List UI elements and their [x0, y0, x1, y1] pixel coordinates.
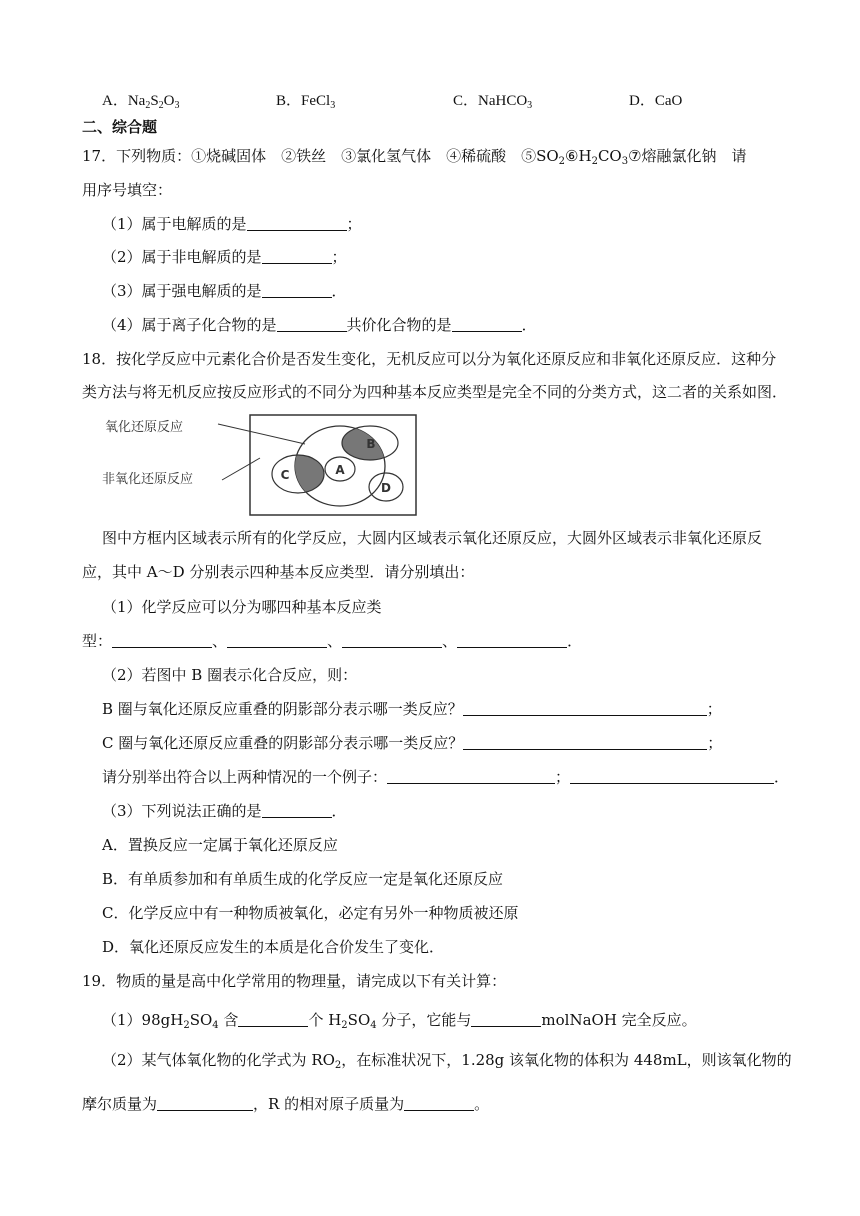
answer-blank[interactable] — [238, 1011, 308, 1027]
answer-blank[interactable] — [227, 632, 327, 648]
q18-option-a: A．置换反应一定属于氧化还原反应 — [102, 836, 338, 854]
option-c: C．NaHCO$_3$ — [453, 93, 533, 111]
answer-blank[interactable] — [262, 282, 332, 298]
q18-option-c: C．化学反应中有一种物质被氧化，必定有另外一种物质被还原 — [102, 904, 519, 922]
label-redox: 氧化还原反应 — [105, 420, 184, 435]
answer-blank[interactable] — [463, 700, 707, 716]
answer-blank[interactable] — [387, 768, 555, 784]
answer-blank[interactable] — [471, 1011, 541, 1027]
circle-a-label: A — [335, 463, 345, 477]
q18-desc-1: 图中方框内区域表示所有的化学反应，大圆内区域表示氧化还原反应，大圆外区域表示非氧化还原反 — [102, 529, 763, 547]
section-title: 二、综合题 — [82, 118, 158, 136]
answer-blank[interactable] — [570, 768, 774, 784]
q18-option-b: B．有单质参加和有单质生成的化学反应一定是氧化还原反应 — [102, 870, 504, 888]
answer-blank[interactable] — [157, 1095, 253, 1111]
q19-part-2: （2）某气体氧化物的化学式为 $RO_2$，在标准状况下，1.28g 该氧化物的体积为 448mL，则该氧化物的 — [102, 1051, 792, 1071]
answer-blank[interactable] — [452, 316, 522, 332]
label-nonredox: 非氧化还原反应 — [102, 472, 194, 487]
q17-part-1: （1）属于电解质的是 ； — [102, 215, 362, 233]
answer-blank[interactable] — [342, 632, 442, 648]
q18-part-2-b: B 圈与氧化还原反应重叠的阴影部分表示哪一类反应？ ； — [102, 700, 722, 718]
q17-part-2: （2）属于非电解质的是 ； — [102, 248, 347, 266]
answer-blank[interactable] — [262, 802, 332, 818]
circle-d-label: D — [381, 481, 391, 495]
circle-b-label: B — [366, 437, 376, 451]
q19-part-1: $(1)98gH_2SO_4$ 含 个 $H_2SO_4$ 分子，它能与 molNaOH 完全反应。 — [102, 1011, 697, 1031]
q17-part-4: （4）属于离子化合物的是 共价化合物的是 ． — [102, 316, 537, 334]
option-a: A．$Na_2S_2O_3$ — [102, 93, 180, 111]
q18-stem-2: 类方法与将无机反应按反应形式的不同分为四种基本反应类型是完全不同的分类方式，这二者的关系如图． — [82, 383, 788, 401]
answer-blank[interactable] — [112, 632, 212, 648]
q18-part-3: （3）下列说法正确的是 ． — [102, 802, 347, 820]
q18-stem-1: 18．按化学反应中元素化合价是否发生变化，无机反应可以分为氧化还原反应和非氧化还原反应．这种分 — [82, 350, 777, 368]
q18-part-2: （2）若图中 B 圈表示化合反应，则： — [102, 666, 358, 684]
answer-blank[interactable] — [247, 215, 347, 231]
option-b: B．FeCl$_3$ — [276, 93, 336, 111]
answer-blank[interactable] — [262, 248, 332, 264]
q18-part-2-d: 请分别举出符合以上两种情况的一个例子： ； ． — [102, 768, 790, 786]
q18-option-d: D．氧化还原反应发生的本质是化合价发生了变化． — [102, 938, 445, 956]
answer-blank[interactable] — [457, 632, 567, 648]
q19-part-2-blanks: 摩尔质量为 ，R 的相对原子质量为 。 — [82, 1095, 490, 1113]
answer-blank[interactable] — [277, 316, 347, 332]
q18-part-1: （1）化学反应可以分为哪四种基本反应类 — [102, 598, 382, 616]
circle-c-label: C — [280, 468, 290, 482]
reaction-venn-diagram — [100, 410, 430, 522]
q17-part-3: （3）属于强电解质的是 ． — [102, 282, 347, 300]
q18-desc-2: 应，其中 A～D 分别表示四种基本反应类型．请分别填出： — [82, 563, 475, 581]
q17-stem-2: 用序号填空： — [82, 181, 173, 199]
q18-part-2-c: C 圈与氧化还原反应重叠的阴影部分表示哪一类反应？ ； — [102, 734, 723, 752]
q17-stem: 17．下列物质：①烧碱固体 ②铁丝 ③氯化氢气体 ④稀硫酸 $⑤SO_2⑥H_2CO_3⑦$熔融氯化钠 请 — [82, 147, 747, 167]
answer-blank[interactable] — [463, 734, 707, 750]
option-d: D．CaO — [629, 93, 683, 109]
answer-blank[interactable] — [404, 1095, 474, 1111]
q18-part-1-blanks: 型： 、 、 、 ． — [82, 632, 583, 650]
q19-stem: 19．物质的量是高中化学常用的物理量，请完成以下有关计算： — [82, 972, 507, 990]
